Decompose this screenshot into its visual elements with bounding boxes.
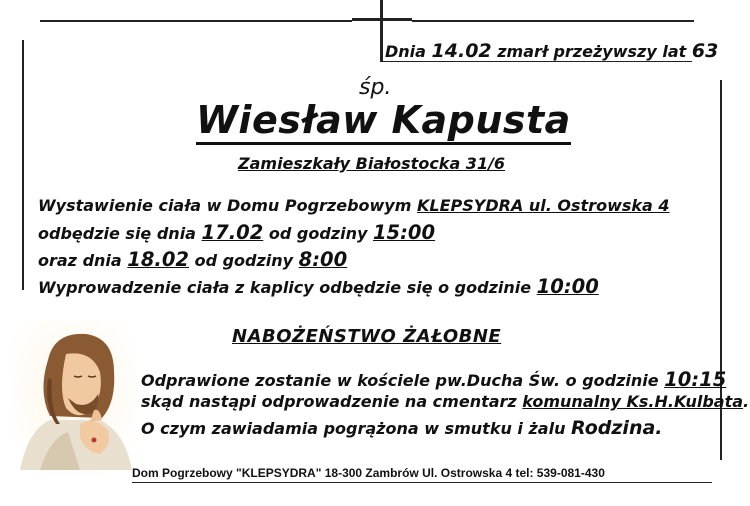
viewing-place: KLEPSYDRA ul. Ostrowska 4 <box>416 196 670 215</box>
date-middle-text: zmarł przeżywszy lat <box>497 42 687 61</box>
viewing-date-2: 18.02 <box>127 248 189 271</box>
viewing-date-1: 17.02 <box>201 221 264 244</box>
viewing-line-2-prefix: odbędzie się dnia <box>38 224 202 243</box>
footer-contact: Dom Pogrzebowy "KLEPSYDRA" 18-300 Zambrów Ul. Ostrowska 4 tel: 539-081-430 <box>132 466 605 480</box>
mass-time: 10:15 <box>664 368 727 391</box>
viewing-line-1-text: Wystawienie ciała w Domu Pogrzebowym <box>38 196 417 215</box>
mass-line-1-text: Odprawione zostanie w kościele pw.Ducha Św. o godzinie <box>141 371 665 390</box>
death-date: 14.02 <box>431 40 492 62</box>
mass-line-2-text: skąd nastąpi odprowadzenie na cmentarz <box>141 392 523 411</box>
deceased-name: Wiesław Kapusta <box>196 98 571 145</box>
mass-line-3 <box>141 417 663 439</box>
mass-heading: NABOŻEŃSTWO ŻAŁOBNE <box>232 326 502 347</box>
viewing-line-3 <box>38 248 347 271</box>
frame-top-left-line <box>40 20 352 22</box>
viewing-line-2-middle: od godziny <box>263 224 373 243</box>
viewing-time-1: 15:00 <box>372 221 436 244</box>
viewing-line-2 <box>38 221 435 244</box>
viewing-line-4 <box>38 275 599 298</box>
procession-time: 10:00 <box>536 275 599 298</box>
mass-line-1 <box>141 368 726 391</box>
frame-top-right-line <box>412 20 694 22</box>
viewing-line-4-text: Wyprowadzenie ciała z kaplicy odbędzie się o godzinie <box>38 278 537 297</box>
title-sp: śp. <box>359 75 392 100</box>
mass-line-2-end: . <box>743 392 750 411</box>
praying-figure-icon <box>10 320 138 478</box>
age: 63 <box>691 40 719 62</box>
viewing-line-3-prefix: oraz dnia <box>38 251 128 270</box>
mass-line-2 <box>141 392 749 411</box>
frame-left-line <box>22 40 24 290</box>
death-date-line <box>385 40 718 62</box>
date-prefix: Dnia <box>385 42 426 61</box>
viewing-line-3-middle: od godziny <box>189 251 299 270</box>
mass-line-3-text: O czym zawiadamia pogrążona w smutku i żalu <box>141 419 572 438</box>
frame-bottom-line <box>132 482 712 483</box>
viewing-line-1 <box>38 196 670 215</box>
deceased-address: Zamieszkały Białostocka 31/6 <box>238 154 506 173</box>
viewing-time-2: 8:00 <box>298 248 348 271</box>
cemetery-name: komunalny Ks.H.Kulbata <box>522 392 744 411</box>
family-signature: Rodzina. <box>571 417 663 439</box>
